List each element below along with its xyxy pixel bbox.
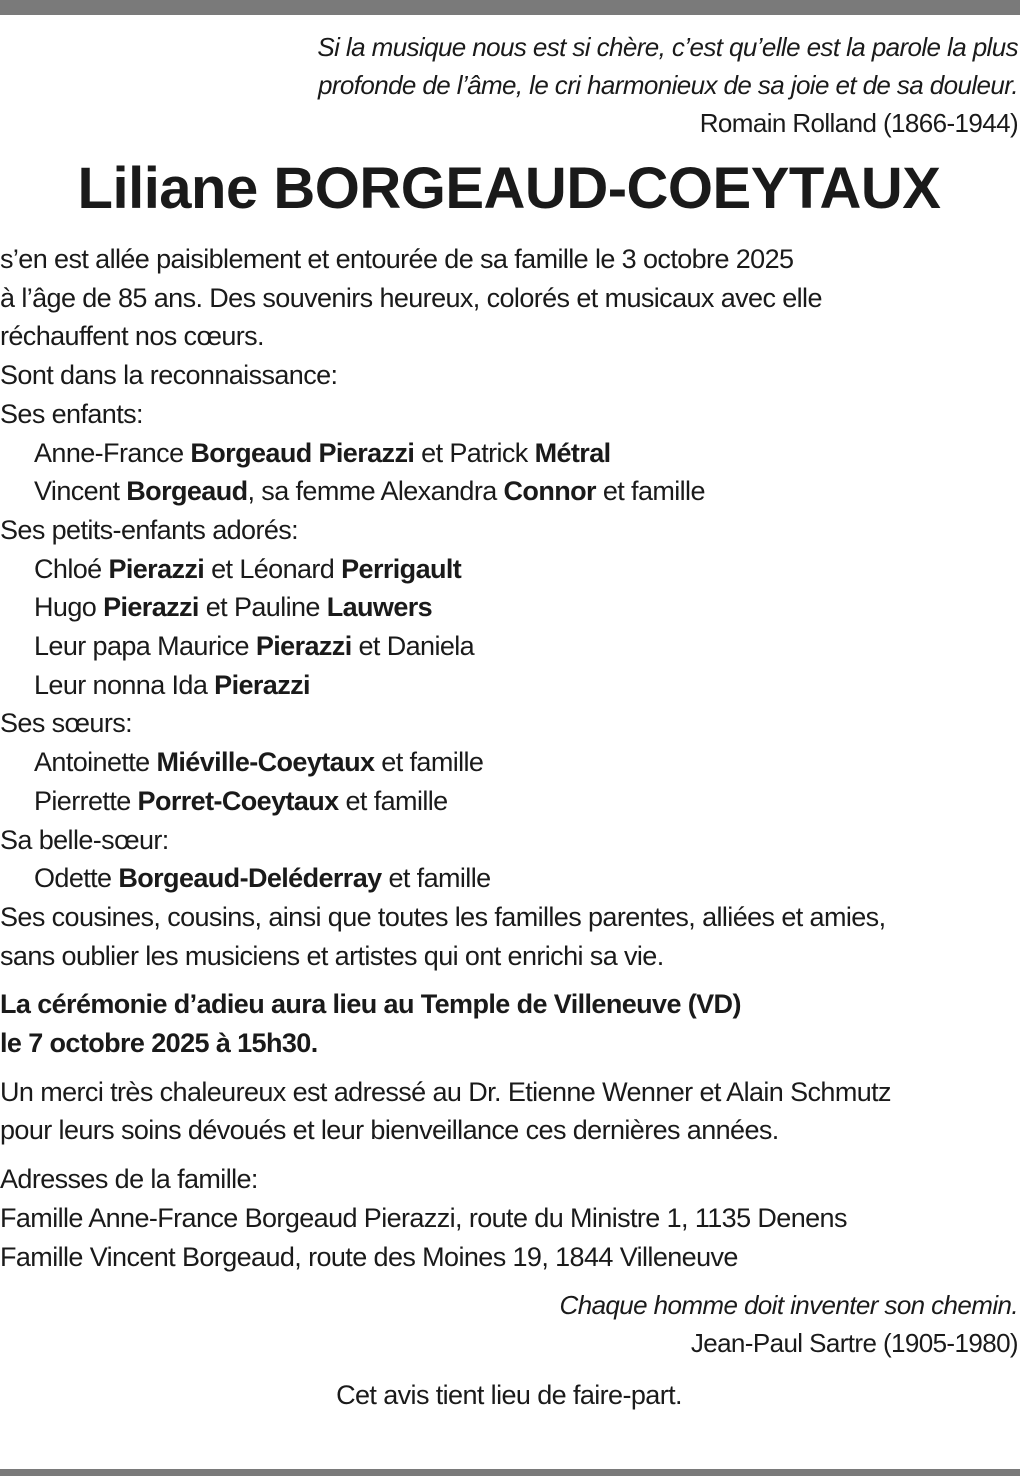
connector: et famille: [338, 785, 448, 816]
ceremony-line: le 7 octobre 2025 à 15h30.: [0, 1028, 318, 1059]
surname: Borgeaud: [126, 476, 248, 507]
announcement-line: s’en est allée paisiblement et entourée de sa famille le 3 octobre 2025: [0, 244, 794, 274]
given-name: Hugo: [34, 592, 104, 623]
opening-quote-author: Romain Rolland (1866-1944): [699, 108, 1018, 138]
surname: Pierazzi: [255, 631, 352, 662]
surname: Pierazzi: [108, 553, 205, 584]
closing-quote: Chaque homme doit inventer son chemin.: [559, 1290, 1018, 1321]
connector: et famille: [374, 747, 484, 778]
surname: Pierazzi: [103, 592, 199, 623]
announcement-line: à l’âge de 85 ans. Des souvenirs heureux, colorés et musicaux avec elle: [0, 282, 822, 313]
opening-quote-line: profonde de l’âme, le cri harmonieux de sa joie et de sa douleur.: [317, 70, 1018, 100]
surname: Métral: [534, 437, 611, 468]
family-row: [0, 859, 1018, 898]
surname: Miéville-Coeytaux: [156, 747, 375, 778]
ceremony-line: La cérémonie d’adieu aura lieu au Temple de Villeneuve (VD): [0, 989, 741, 1020]
family-row: [0, 627, 1018, 666]
spacer: [0, 1276, 1018, 1286]
section-heading-grandchildren: Ses petits-enfants adorés:: [0, 514, 299, 545]
section-heading-sisters: Ses sœurs:: [0, 708, 133, 739]
connector: , sa femme Alexandra: [247, 476, 504, 507]
notice-body: [0, 240, 1018, 1276]
given-name: Leur nonna Ida: [34, 669, 215, 700]
family-row: [0, 472, 1018, 511]
connector: et Pauline: [198, 592, 327, 623]
closing-quote-author: Jean-Paul Sartre (1905-1980): [690, 1328, 1018, 1359]
family-row: [0, 743, 1018, 782]
announcement-line: réchauffent nos cœurs.: [0, 321, 264, 352]
spacer: [0, 1063, 1018, 1073]
given-name: Anne-France: [34, 437, 191, 468]
family-row: [0, 588, 1018, 627]
surname: Borgeaud-Deléderray: [118, 863, 382, 894]
thanks-line: pour leurs soins dévoués et leur bienveillance ces dernières années.: [0, 1115, 779, 1146]
spacer: [0, 975, 1018, 985]
given-name: Chloé: [34, 553, 109, 584]
bottom-rule: [0, 1469, 1020, 1476]
surname: Lauwers: [326, 592, 433, 623]
given-name: Vincent: [34, 476, 127, 507]
section-heading-sister-in-law: Sa belle-sœur:: [0, 824, 169, 855]
connector: et Léonard: [204, 553, 342, 584]
address-line: Famille Anne-France Borgeaud Pierazzi, route du Ministre 1, 1135 Denens: [0, 1202, 847, 1233]
thanks-line: Un merci très chaleureux est adressé au Dr. Etienne Wenner et Alain Schmutz: [0, 1076, 891, 1107]
given-name: Leur papa Maurice: [34, 631, 256, 662]
surname: Borgeaud Pierazzi: [190, 437, 415, 468]
given-name: Antoinette: [34, 747, 157, 778]
relatives-line: sans oublier les musiciens et artistes qui ont enrichi sa vie.: [0, 940, 664, 971]
announcement-line: Sont dans la reconnaissance:: [0, 360, 338, 391]
surname: Perrigault: [341, 553, 462, 584]
connector: et famille: [595, 476, 705, 507]
connector: et Patrick: [414, 437, 535, 468]
address-line: Famille Vincent Borgeaud, route des Moines 19, 1844 Villeneuve: [0, 1241, 738, 1272]
surname: Connor: [503, 476, 596, 507]
opening-quote-line: Si la musique nous est si chère, c’est qu’elle est la parole la plus: [317, 32, 1018, 62]
closing-note: Cet avis tient lieu de faire-part.: [336, 1380, 682, 1411]
addresses-heading: Adresses de la famille:: [0, 1164, 258, 1195]
given-name: Pierrette: [34, 785, 138, 816]
surname: Porret-Coeytaux: [137, 785, 339, 816]
given-name: Odette: [34, 863, 119, 894]
top-rule: [0, 0, 1020, 15]
relatives-line: Ses cousines, cousins, ainsi que toutes les familles parentes, alliées et amies,: [0, 901, 886, 932]
family-row: [0, 434, 1018, 473]
opening-quote: [0, 28, 1018, 104]
connector: et famille: [381, 863, 491, 894]
family-row: [0, 666, 1018, 705]
obituary-notice: [0, 28, 1018, 1414]
surname: Pierazzi: [214, 669, 310, 700]
spacer: [0, 1150, 1018, 1160]
family-row: [0, 782, 1018, 821]
family-row: [0, 550, 1018, 589]
deceased-name: Liliane BORGEAUD-COEYTAUX: [77, 156, 941, 221]
connector: et Daniela: [351, 631, 475, 662]
section-heading-children: Ses enfants:: [0, 398, 143, 429]
